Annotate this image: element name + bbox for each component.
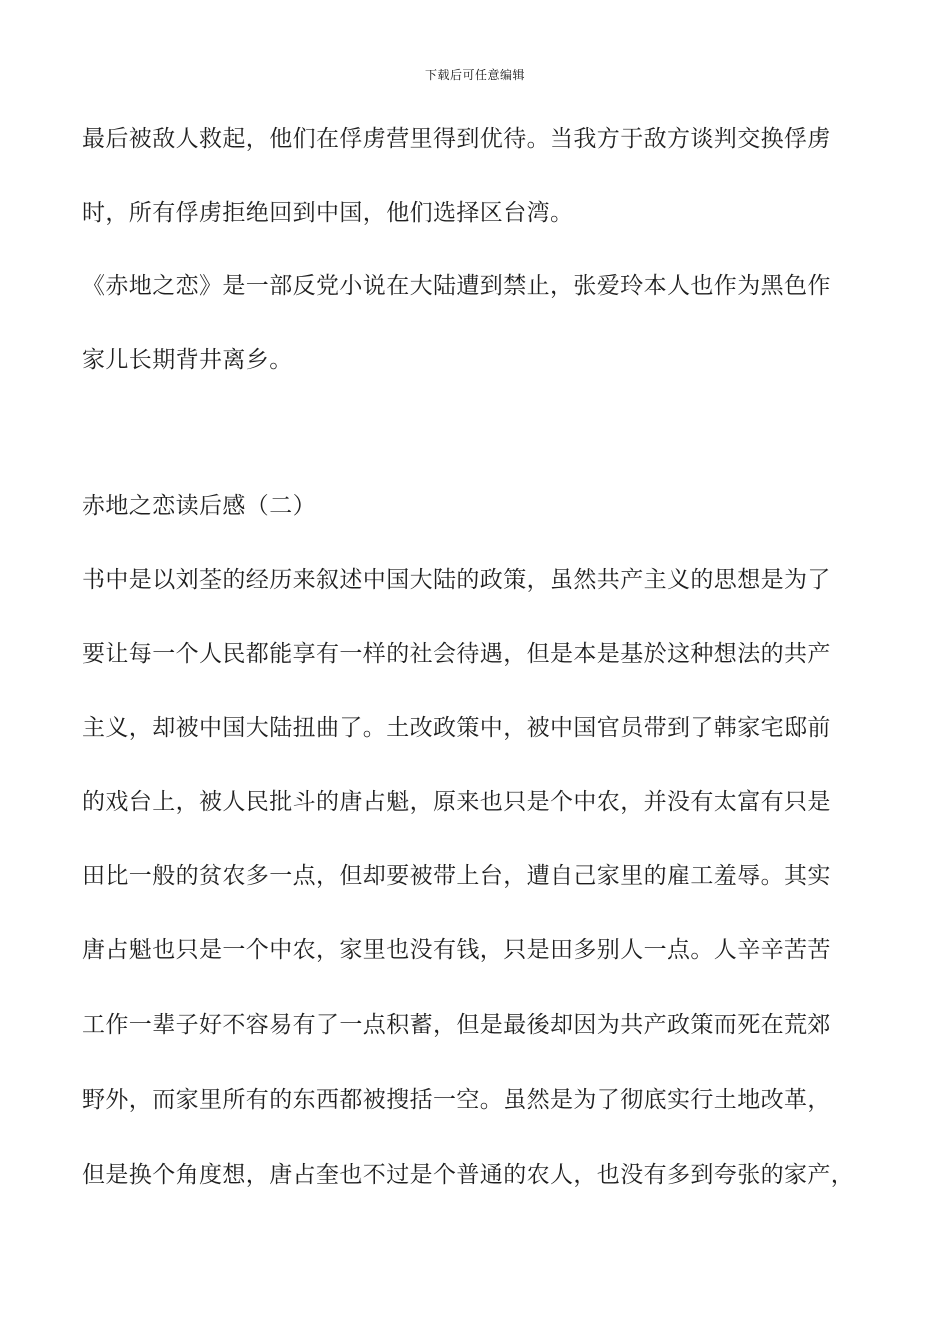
paragraph-1-line-1: 最后被敌人救起，他们在俘虏营里得到优待。当我方于敌方谈判交换俘虏 [82, 126, 831, 152]
paragraph-3-line-2: 要让每一个人民都能享有一样的社会待遇，但是本是基於这种想法的共产 [82, 641, 831, 667]
paragraph-3-line-6: 唐占魁也只是一个中农，家里也没有钱，只是田多别人一点。人辛辛苦苦 [82, 937, 831, 963]
page-header: 下载后可任意编辑 [424, 68, 525, 82]
paragraph-2-line-2: 家儿长期背井离乡。 [82, 347, 293, 373]
paragraph-3-line-4: 的戏台上，被人民批斗的唐占魁，原来也只是个中农，并没有太富有只是 [82, 789, 831, 815]
paragraph-3-line-3: 主义，却被中国大陆扭曲了。土改政策中，被中国官员带到了韩家宅邸前 [82, 715, 831, 741]
paragraph-2-line-1: 《赤地之恋》是一部反党小说在大陆遭到禁止，张爱玲本人也作为黑色作 [82, 273, 831, 299]
paragraph-3-line-1: 书中是以刘荃的经历来叙述中国大陆的政策，虽然共产主义的思想是为了 [82, 567, 831, 593]
paragraph-3-line-5: 田比一般的贫农多一点，但却要被带上台，遭自己家里的雇工羞辱。其实 [82, 863, 831, 889]
paragraph-3-line-8: 野外，而家里所有的东西都被搜括一空。虽然是为了彻底实行土地改革， [82, 1087, 831, 1113]
paragraph-3-line-7: 工作一辈子好不容易有了一点积蓄，但是最後却因为共产政策而死在荒郊 [82, 1012, 831, 1038]
paragraph-3-line-9: 但是换个角度想，唐占奎也不过是个普通的农人，也没有多到夸张的家产， [82, 1162, 855, 1188]
section-title: 赤地之恋读后感（二） [82, 493, 316, 519]
paragraph-1-line-2: 时，所有俘虏拒绝回到中国，他们选择区台湾。 [82, 200, 574, 226]
